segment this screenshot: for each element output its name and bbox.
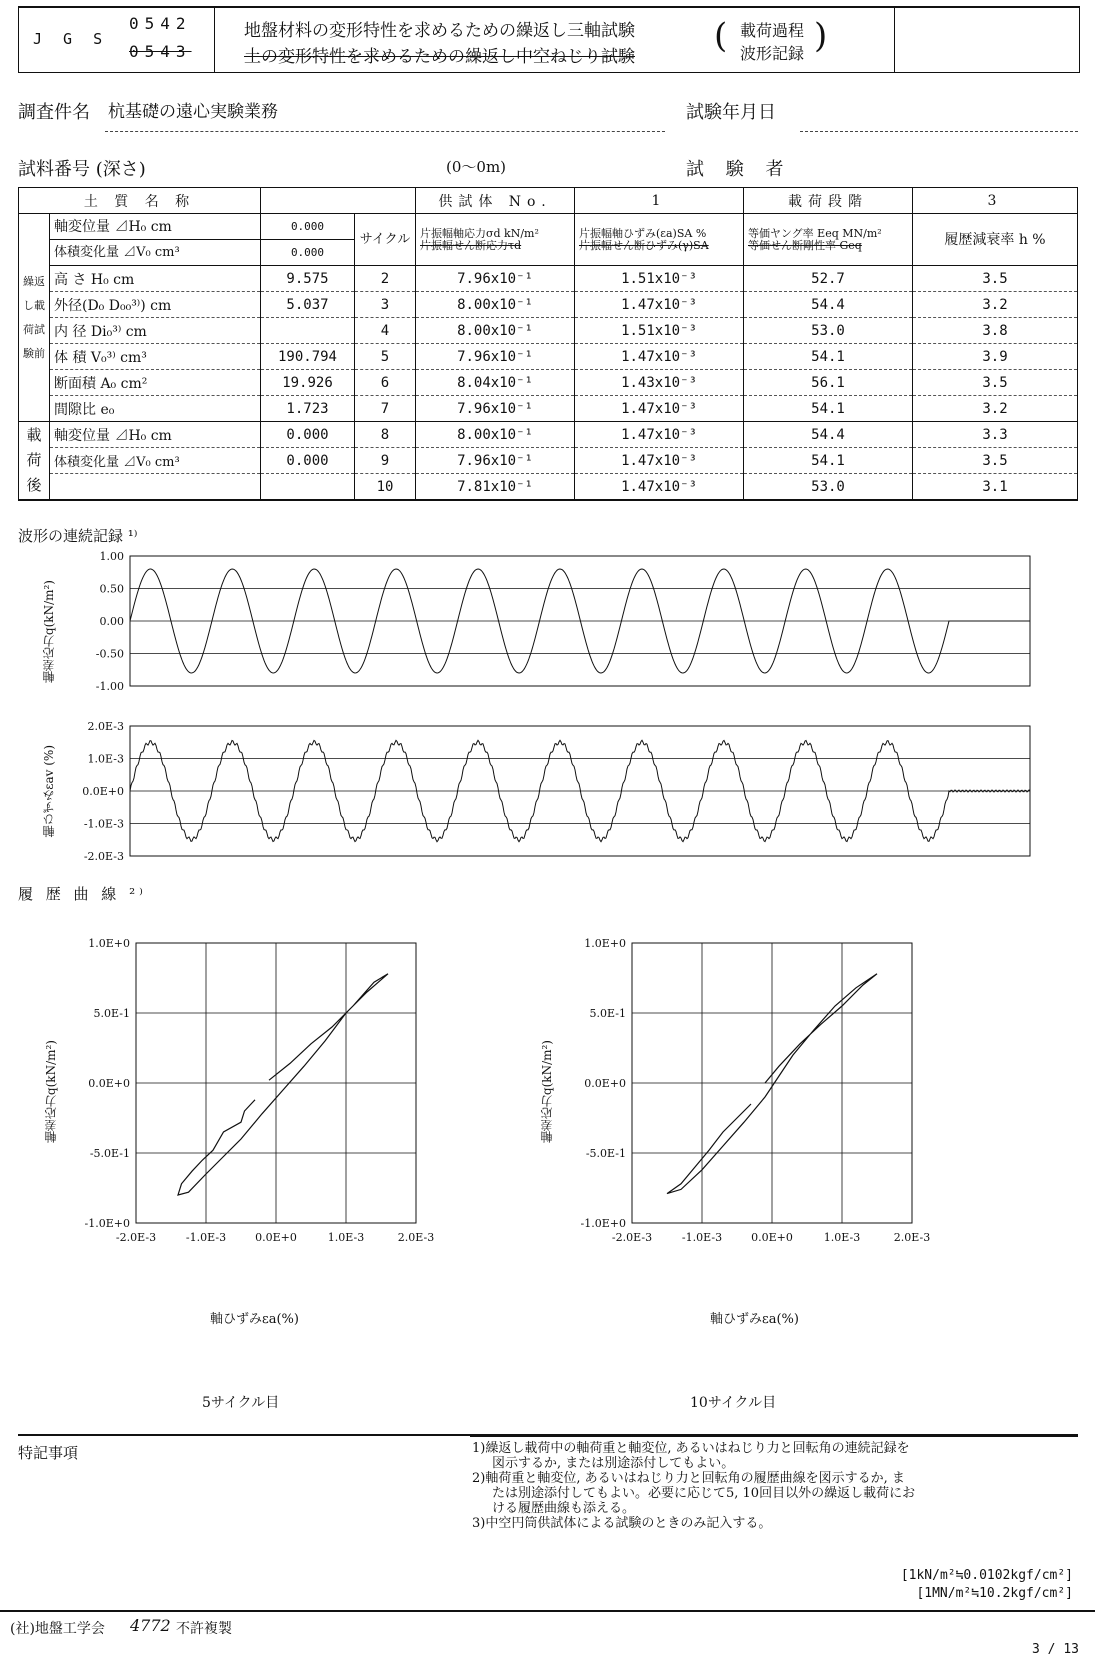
wave-title: 波形の連続記録 ¹⁾ bbox=[18, 527, 138, 545]
stress-header: 片振幅軸応力σd kN/m² bbox=[420, 226, 539, 240]
hyst-title: 履 歴 曲 線 ²⁾ bbox=[18, 885, 147, 903]
x-tick-label: 2.0E-3 bbox=[893, 1231, 931, 1244]
stage-value: 3 bbox=[913, 188, 1078, 214]
y-tick-label: 0.0E+0 bbox=[584, 1077, 626, 1090]
y-tick-label: 5.0E-1 bbox=[93, 1007, 130, 1020]
modulus-header-struck: 等価せん断剛性率 Geq bbox=[748, 238, 862, 252]
y-tick-label: 5.0E-1 bbox=[589, 1007, 626, 1020]
code-active: 0542 bbox=[129, 14, 192, 33]
x-tick-label: -2.0E-3 bbox=[611, 1231, 653, 1244]
hyst2-xlabel: 軸ひずみεa(%) bbox=[710, 1312, 799, 1327]
side-after: 載荷後 bbox=[19, 422, 50, 501]
hyst1-xlabel: 軸ひずみεa(%) bbox=[210, 1312, 299, 1327]
y-tick-label: 1.00 bbox=[99, 550, 124, 563]
x-tick-label: 0.0E+0 bbox=[255, 1231, 297, 1244]
prop-value-0: 0.000 bbox=[261, 214, 355, 240]
y-tick-label: 2.0E-3 bbox=[87, 720, 124, 733]
x-tick-label: -1.0E-3 bbox=[681, 1231, 723, 1244]
y-tick-label: 0.00 bbox=[99, 615, 124, 628]
table-row: 高 さ H₀ cm 9.575 2 7.96x10⁻¹ 1.51x10⁻³ 52.7 3.5 bbox=[19, 266, 1078, 292]
bracket-line1: 載荷過程 bbox=[740, 21, 805, 40]
hysteresis-loop-line bbox=[178, 974, 388, 1195]
date-label: 試験年月日 bbox=[686, 102, 776, 123]
paren-open: ( bbox=[714, 16, 728, 56]
y-tick-label: -1.0E+0 bbox=[84, 1217, 130, 1230]
prop-label-1: 体積変化量 ⊿V₀ cm³ bbox=[50, 240, 261, 266]
stage-label: 載荷段階 bbox=[744, 188, 913, 214]
paren-close: ) bbox=[814, 16, 828, 56]
prop-value-1: 0.000 bbox=[261, 240, 355, 266]
y-tick-label: -0.50 bbox=[95, 647, 124, 661]
survey-value: 杭基礎の遠心実験業務 bbox=[108, 102, 278, 122]
jgs-label: J G S bbox=[33, 30, 109, 48]
strain-wave-chart bbox=[60, 718, 1040, 868]
y-tick-label: 1.0E+0 bbox=[584, 937, 626, 950]
y-tick-label: -5.0E-1 bbox=[89, 1147, 130, 1160]
sample-depth: (0〜0m) bbox=[446, 158, 507, 176]
conversion-1: [1kN/m²≒0.0102kgf/cm²] bbox=[900, 1568, 1073, 1583]
y-tick-label: -5.0E-1 bbox=[585, 1147, 626, 1160]
hyst2-ylabel: 軸差応力q(kN/m²) bbox=[540, 1040, 554, 1144]
y-tick-label: 1.0E+0 bbox=[88, 937, 130, 950]
y-tick-label: 1.0E-3 bbox=[87, 752, 124, 766]
wave1-ylabel: 軸差応力q(kN/m²) bbox=[42, 580, 56, 684]
hyst1-ylabel: 軸差応力q(kN/m²) bbox=[44, 1040, 58, 1144]
table-row: 体 積 V₀³⁾ cm³ 190.794 5 7.96x10⁻¹ 1.47x10⁻³ 54.1 3.9 bbox=[19, 344, 1078, 370]
x-tick-label: 2.0E-3 bbox=[397, 1231, 435, 1244]
title-active: 地盤材料の変形特性を求めるための繰返し三軸試験 bbox=[244, 21, 635, 41]
page-number: 3 / 13 bbox=[1032, 1642, 1079, 1657]
x-tick-label: 0.0E+0 bbox=[751, 1231, 793, 1244]
hysteresis-chart-10 bbox=[556, 935, 936, 1275]
sample-label: 試料番号 (深さ) bbox=[18, 159, 146, 180]
side-before: 繰返し載荷試験前 bbox=[19, 214, 50, 422]
hyst2-caption: 10サイクル目 bbox=[690, 1395, 777, 1411]
damping-header: 履歴減衰率 h % bbox=[913, 214, 1078, 266]
hyst1-caption: 5サイクル目 bbox=[202, 1395, 280, 1411]
strain-header: 片振幅軸ひずみ(εa)SA % bbox=[579, 226, 707, 240]
stress-header-struck: 片振幅せん断応力τd bbox=[420, 238, 522, 252]
wave2-ylabel: 軸ひずみεav (%) bbox=[42, 745, 56, 838]
x-tick-label: -2.0E-3 bbox=[115, 1231, 157, 1244]
form-header bbox=[18, 6, 1080, 73]
x-tick-label: 1.0E-3 bbox=[823, 1231, 861, 1244]
y-tick-label: -1.0E+0 bbox=[580, 1217, 626, 1230]
specimen-table bbox=[18, 187, 1078, 501]
code-struck: 0543 bbox=[129, 42, 192, 61]
notes-block: 1)繰返し載荷中の軸荷重と軸変位, あるいはねじり力と回転角の連続記録を 図示するか, または別途添付してもよい。 2)軸荷重と軸変位, あるいはねじり力と回転角の履歴曲線を図示するか, ま たは別途添付してもよい。必要に応じて5, 10回目以外の繰返し載荷にお ける履歴曲線も添える。 3)中空円筒供試体による試験のときのみ記入する。 bbox=[472, 1441, 916, 1531]
survey-label: 調査件名 bbox=[18, 102, 90, 123]
table-row: 10 7.81x10⁻¹ 1.47x10⁻³ 53.0 3.1 bbox=[19, 474, 1078, 501]
stress-wave-chart bbox=[60, 548, 1040, 698]
remarks-label: 特記事項 bbox=[18, 1444, 79, 1462]
table-row: 体積変化量 ⊿V₀ cm³ 0.000 9 7.96x10⁻¹ 1.47x10⁻³ 54.1 3.5 bbox=[19, 448, 1078, 474]
table-row: 載荷後 軸変位量 ⊿H₀ cm 0.000 8 8.00x10⁻¹ 1.47x10⁻³ 54.4 3.3 bbox=[19, 422, 1078, 448]
footer-nocopy: 不許複製 bbox=[176, 1621, 232, 1637]
y-tick-label: -1.00 bbox=[95, 680, 124, 693]
y-tick-label: 0.50 bbox=[99, 582, 124, 596]
table-row: 断面積 A₀ cm² 19.926 6 8.04x10⁻¹ 1.43x10⁻³ 56.1 3.5 bbox=[19, 370, 1078, 396]
x-tick-label: 1.0E-3 bbox=[327, 1231, 365, 1244]
footer-number: 4772 bbox=[130, 1616, 171, 1635]
strain-header-struck: 片振幅せん断ひずみ(γ)SA bbox=[579, 238, 709, 252]
conversion-2: [1MN/m²≒10.2kgf/cm²] bbox=[916, 1586, 1073, 1601]
y-tick-label: 0.0E+0 bbox=[82, 785, 124, 798]
table-row: 間隙比 e₀ 1.723 7 7.96x10⁻¹ 1.47x10⁻³ 54.1 3.2 bbox=[19, 396, 1078, 422]
specimen-no-label: 供試体 No. bbox=[416, 188, 575, 214]
prop-label-0: 軸変位量 ⊿H₀ cm bbox=[50, 214, 261, 240]
y-tick-label: 0.0E+0 bbox=[88, 1077, 130, 1090]
table-row: 外径(D₀ D₀₀³⁾) cm 5.037 3 8.00x10⁻¹ 1.47x10⁻³ 54.4 3.2 bbox=[19, 292, 1078, 318]
x-tick-label: -1.0E-3 bbox=[185, 1231, 227, 1244]
soil-name-header: 土 質 名 称 bbox=[19, 188, 261, 214]
modulus-header: 等価ヤング率 Eeq MN/m² bbox=[748, 226, 882, 240]
y-tick-label: -2.0E-3 bbox=[83, 850, 124, 863]
cycle-header: サイクル bbox=[355, 214, 416, 266]
bracket-line2: 波形記録 bbox=[740, 44, 805, 63]
y-tick-label: -1.0E-3 bbox=[83, 817, 124, 831]
specimen-no: 1 bbox=[575, 188, 744, 214]
table-row: 内 径 Di₀³⁾ cm 4 8.00x10⁻¹ 1.51x10⁻³ 53.0 3.8 bbox=[19, 318, 1078, 344]
tester-label: 試 験 者 bbox=[686, 159, 792, 180]
footer-society: (社)地盤工学会 bbox=[10, 1621, 105, 1637]
hysteresis-chart-5 bbox=[60, 935, 440, 1275]
title-struck: 土の変形特性を求めるための繰返し中空ねじり試験 bbox=[244, 47, 635, 67]
